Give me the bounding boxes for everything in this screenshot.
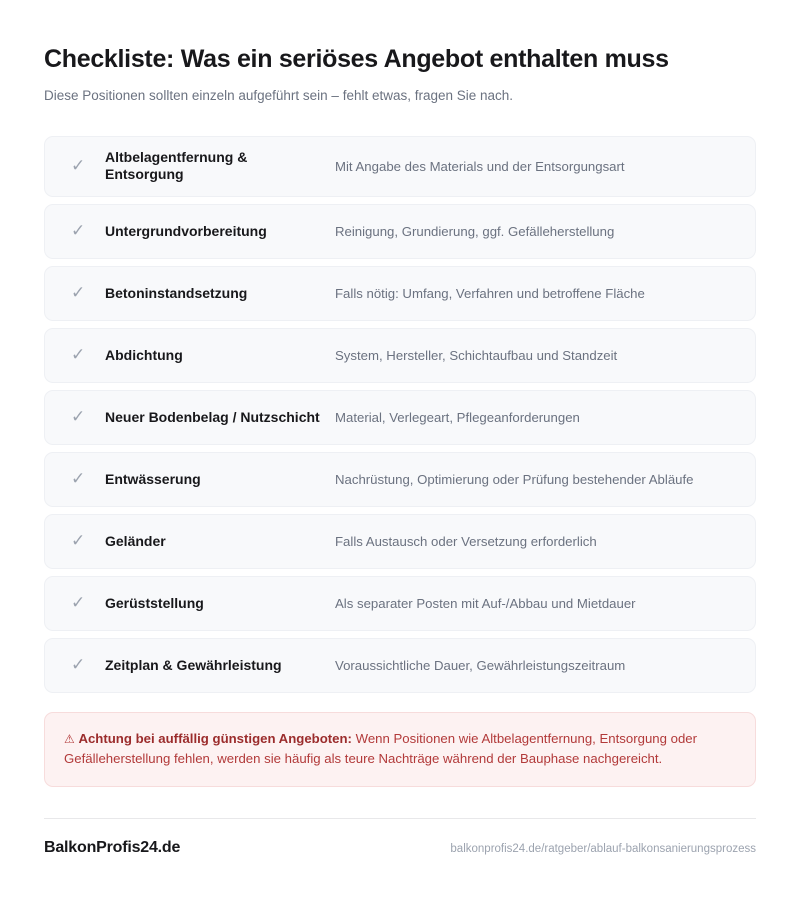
- footer-url: balkonprofis24.de/ratgeber/ablauf-balkonsanierungsprozess: [450, 843, 756, 855]
- checklist-row: [44, 514, 756, 569]
- checklist-item-description: Als separater Posten mit Auf-/Abbau und Mietdauer: [335, 595, 636, 611]
- check-icon: ✓: [71, 592, 86, 613]
- checklist-item-description: Voraussichtliche Dauer, Gewährleistungszeitraum: [335, 657, 626, 673]
- check-icon: ✓: [71, 344, 86, 365]
- checklist-item-description: Falls Austausch oder Versetzung erforderlich: [335, 533, 597, 549]
- checklist-item-description: System, Hersteller, Schichtaufbau und Standzeit: [335, 347, 618, 363]
- footer: [44, 818, 756, 857]
- warning-text: [64, 729, 736, 769]
- check-icon-cell: [61, 406, 105, 427]
- warning-triangle-icon: ⚠: [64, 731, 75, 746]
- check-icon-cell: [61, 654, 105, 675]
- warning-body-text: Wenn Positionen wie Altbelagentfernung, Entsorgung oder Gefälleherstellung fehlen, werden sie häufig als teure Nachträge während der Bauphase nachgereicht.: [64, 730, 698, 767]
- checklist-item-description: Material, Verlegeart, Pflegeanforderungen: [335, 409, 580, 425]
- check-icon: ✓: [71, 654, 86, 675]
- checklist-item-title: Zeitplan & Gewährleistung: [105, 656, 282, 673]
- check-icon-cell: [61, 155, 105, 176]
- checklist-item-title: Entwässerung: [105, 470, 201, 487]
- checklist-row: [44, 452, 756, 507]
- checklist-row: [44, 266, 756, 321]
- footer-brand: BalkonProfis24.de: [44, 839, 181, 856]
- check-icon-cell: [61, 530, 105, 551]
- checklist-item-description: Falls nötig: Umfang, Verfahren und betroffene Fläche: [335, 285, 645, 301]
- check-icon: ✓: [71, 468, 86, 489]
- checklist-item-title: Abdichtung: [105, 346, 183, 363]
- warning-lead-text: Achtung bei auffällig günstigen Angeboten:: [78, 730, 352, 746]
- check-icon-cell: [61, 592, 105, 613]
- checklist-item-title: Untergrundvorbereitung: [105, 222, 267, 239]
- checklist-row: [44, 204, 756, 259]
- check-icon: ✓: [71, 220, 86, 241]
- checklist-item-description: Nachrüstung, Optimierung oder Prüfung bestehender Abläufe: [335, 471, 694, 487]
- checklist-row: [44, 136, 756, 197]
- page-subtitle: Diese Positionen sollten einzeln aufgeführt sein – fehlt etwas, fragen Sie nach.: [44, 88, 514, 103]
- checklist-row: [44, 328, 756, 383]
- check-icon-cell: [61, 220, 105, 241]
- check-icon: ✓: [71, 530, 86, 551]
- checklist-row: [44, 390, 756, 445]
- check-icon-cell: [61, 344, 105, 365]
- warning-callout: [44, 712, 756, 787]
- checklist-item-description: Mit Angabe des Materials und der Entsorgungsart: [335, 158, 625, 174]
- checklist-item-title: Altbelagentfernung & Entsorgung: [105, 148, 248, 183]
- checklist-item-title: Gerüststellung: [105, 594, 204, 611]
- page-title: Checkliste: Was ein seriöses Angebot enthalten muss: [44, 45, 669, 73]
- checklist-item-title: Neuer Bodenbelag / Nutzschicht: [105, 408, 320, 425]
- check-icon: ✓: [71, 406, 86, 427]
- check-icon-cell: [61, 468, 105, 489]
- checklist: [44, 136, 756, 693]
- checklist-item-title: Betoninstandsetzung: [105, 284, 248, 301]
- checklist-item-title: Geländer: [105, 532, 166, 549]
- checklist-item-description: Reinigung, Grundierung, ggf. Gefälleherstellung: [335, 223, 615, 239]
- check-icon: ✓: [71, 155, 86, 176]
- checklist-row: [44, 576, 756, 631]
- checklist-row: [44, 638, 756, 693]
- check-icon: ✓: [71, 282, 86, 303]
- check-icon-cell: [61, 282, 105, 303]
